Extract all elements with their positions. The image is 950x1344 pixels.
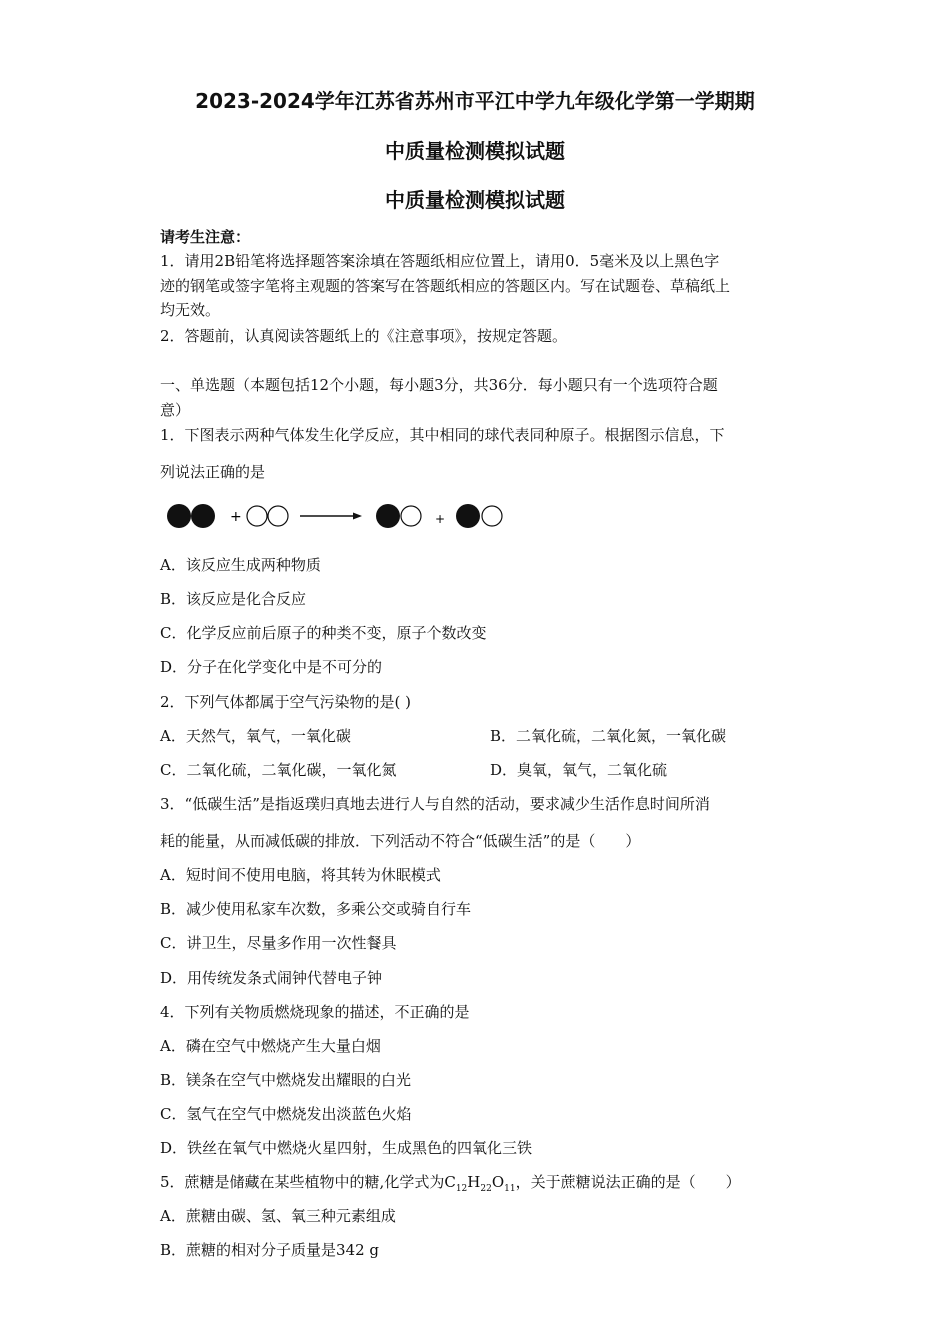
notice-item-1-line-3: 均无效。: [160, 301, 221, 319]
notice-item-1-line-2: 迹的钢笔或签字笔将主观题的答案写在答题纸相应的答题区内。写在试题卷、草稿纸上: [160, 277, 731, 295]
q5-stem-post: ，关于蔗糖说法正确的是（ ）: [515, 1173, 741, 1191]
white-atom: [247, 506, 267, 526]
formula-c-sub: 12: [455, 1184, 468, 1194]
q5-option-b: B．蔗糖的相对分子质量是342 g: [160, 1241, 380, 1259]
q4-option-b: B．镁条在空气中燃烧发出耀眼的白光: [160, 1071, 412, 1089]
white-atom: [401, 506, 421, 526]
q3-stem-line-1: 3．“低碳生活”是指返璞归真地去进行人与自然的活动，要求减少生活作息时间所消: [160, 795, 710, 813]
white-atom: [268, 506, 288, 526]
q3-option-a: A．短时间不使用电脑，将其转为休眠模式: [160, 866, 441, 884]
section-heading-line-1: 一、单选题（本题包括12个小题，每小题3分，共36分．每小题只有一个选项符合题: [160, 376, 718, 394]
notice-heading: 请考生注意：: [160, 228, 251, 246]
q1-stem-line-2: 列说法正确的是: [160, 463, 266, 481]
q2-option-c: C．二氧化硫，二氧化碳，一氧化氮: [160, 761, 397, 779]
title-line-2: 中质量检测模拟试题: [385, 139, 565, 163]
q2-option-b: B．二氧化硫，二氧化氮，一氧化碳: [490, 727, 727, 745]
plus-sign: +: [230, 509, 242, 525]
q4-stem: 4．下列有关物质燃烧现象的描述，不正确的是: [160, 1003, 470, 1021]
title-line-1: 2023-2024学年江苏省苏州市平江中学九年级化学第一学期期: [195, 89, 755, 113]
formula-h: H: [467, 1173, 481, 1191]
black-atom: [191, 504, 215, 528]
q1-stem-line-1: 1．下图表示两种气体发生化学反应，其中相同的球代表同种原子。根据图示信息，下: [160, 426, 725, 444]
formula-c: C: [444, 1173, 456, 1191]
q3-option-d: D．用传统发条式闹钟代替电子钟: [160, 969, 383, 987]
notice-item-2: 2．答题前，认真阅读答题纸上的《注意事项》，按规定答题。: [160, 327, 568, 345]
formula-h-sub: 22: [480, 1184, 492, 1194]
q1-option-a: A．该反应生成两种物质: [160, 556, 321, 574]
q2-option-a: A．天然气，氧气，一氧化碳: [160, 727, 351, 745]
formula-o: O: [491, 1173, 505, 1191]
q5-stem: [160, 1172, 741, 1199]
formula-o-sub: 11: [504, 1184, 516, 1194]
q4-option-a: A．磷在空气中燃烧产生大量白烟: [160, 1037, 381, 1055]
title-line-3: 中质量检测模拟试题: [385, 188, 565, 212]
q4-option-c: C．氢气在空气中燃烧发出淡蓝色火焰: [160, 1105, 412, 1123]
white-atom: [482, 506, 502, 526]
black-atom: [376, 504, 400, 528]
reaction-arrow-head: [353, 513, 362, 520]
black-atom: [167, 504, 191, 528]
black-atom: [456, 504, 480, 528]
q4-option-d: D．铁丝在氧气中燃烧火星四射，生成黑色的四氧化三铁: [160, 1139, 533, 1157]
q5-option-a: A．蔗糖由碳、氢、氧三种元素组成: [160, 1207, 396, 1225]
q2-option-d: D．臭氧，氧气，二氧化硫: [490, 761, 668, 779]
notice-item-1-line-1: 1．请用2B铅笔将选择题答案涂填在答题纸相应位置上，请用0．5毫米及以上黑色字: [160, 252, 720, 270]
q1-option-c: C．化学反应前后原子的种类不变，原子个数改变: [160, 624, 487, 642]
q3-option-c: C．讲卫生，尽量多作用一次性餐具: [160, 934, 397, 952]
plus-sign: +: [435, 512, 446, 526]
q2-stem: 2．下列气体都属于空气污染物的是( ): [160, 693, 412, 711]
q1-option-b: B．该反应是化合反应: [160, 590, 307, 608]
reaction-diagram: [160, 498, 520, 538]
q3-stem-line-2: 耗的能量，从而减低碳的排放．下列活动不符合“低碳生活”的是（ ）: [160, 832, 641, 850]
q1-option-d: D．分子在化学变化中是不可分的: [160, 658, 383, 676]
q3-option-b: B．减少使用私家车次数，多乘公交或骑自行车: [160, 900, 472, 918]
section-heading-line-2: 意）: [160, 401, 191, 419]
q5-stem-pre: 5．蔗糖是储藏在某些植物中的糖,化学式为: [160, 1173, 445, 1191]
